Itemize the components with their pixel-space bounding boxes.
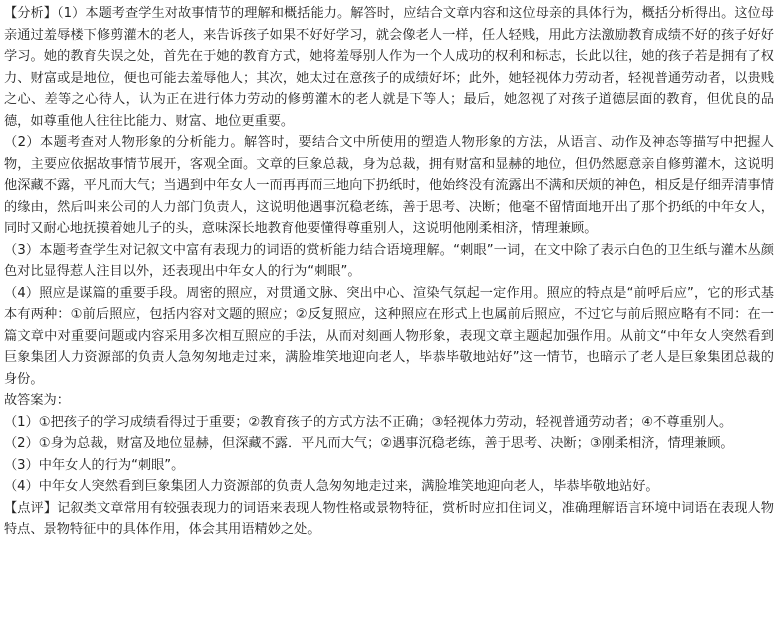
answer-item-1: （1）①把孩子的学习成绩看得过于重要；②教育孩子的方式方法不正确；③轻视体力劳动，轻视普通劳动者；④不尊重别人。 [4, 414, 733, 430]
analysis-paragraph-3: （3）本题考查学生对记叙文中富有表现力的词语的赏析能力结合语境理解。“刺眼”一词，在文中除了表示白色的卫生纸与灌木丛颜色对比显得惹人注目以外，还表现出中年女人的行为“刺眼”。 [4, 242, 774, 279]
analysis-label: 【分析】 [4, 6, 57, 21]
answers-intro: 故答案为： [4, 393, 70, 408]
answer-item-4: （4）中年女人突然看到巨象集团人力资源部的负责人急匆匆地走过来，满脸堆笑地迎向老人，毕恭毕敬地站好。 [4, 479, 659, 494]
answer-item-2: （2）①身为总裁，财富及地位显赫，但深藏不露．平凡而大气；②遇事沉稳老练，善于思考、决断；③刚柔相济，情理兼顾。 [4, 436, 734, 451]
analysis-paragraph-4: （4）照应是谋篇的重要手段。周密的照应，对贯通文脉、突出中心、渲染气氛起一定作用。照应的特点是“前呼后应”，它的形式基本有两种：①前后照应，包括内容对文题的照应；②反复照应，这种照应在形式上也属前后照应，不过它与前后照应略有不同：在一篇文章中对重要问题或内容采用多次相互照应的手法，从而对刻画人物形象，表现文章主题起加强作用。从前文“中年女人突然看到巨象集团人力资源部的负责人急匆匆地走过来，满脸堆笑地迎向老人，毕恭毕敬地站好”这一情节，也暗示了老人是巨象集团总裁的身份。 [4, 285, 774, 387]
comment-text: 记叙类文章常用有较强表现力的词语来表现人物性格或景物特征，赏析时应扣住词义，准确理解语言环境中词语在表现人物特点、景物特征中的具体作用，体会其用语精妙之处。 [4, 500, 774, 537]
analysis-paragraph-2: （2）本题考查对人物形象的分析能力。解答时，要结合文中所使用的塑造人物形象的方法，从语言、动作及神态等描写中把握人物，主要应依据故事情节展开，客观全面。文章的巨象总裁，身为总裁，拥有财富和显赫的地位，但仍然愿意亲自修剪灌木，这说明他深藏不露，平凡而大气；当遇到中年女人一而再再而三地向下扔纸时，他始终没有流露出不满和厌烦的神色，相反是仔细弄清事情的缘由，然后叫来公司的人力部门负责人，这说明他遇事沉稳老练，善于思考、决断；他毫不留情面地开出了那个扔纸的中年女人，同时又耐心地抚摸着她儿子的头，意味深长地教育他要懂得尊重别人，这说明他刚柔相济，情理兼顾。 [4, 135, 774, 236]
comment-label: 【点评】 [4, 500, 58, 516]
answer-item-3: （3）中年女人的行为“刺眼”。 [4, 457, 185, 473]
analysis-item-1: （1）本题考查学生对故事情节的理解和概括能力。解答时，应结合文章内容和这位母亲的具体行为，概括分析得出。这位母亲通过羞辱楼下修剪灌木的老人，来告诉孩子如果不好好学习，就会像老人一样，任人轻贱，用此方法激励教育成绩不好的孩子好好学习。她的教育失误之处，首先在于她的教育方式，她将羞辱别人作为一个人成功的权利和标志，长此以往，她的孩子若是拥有了权力、财富或是地位，便也可能去羞辱他人；其次，她太过在意孩子的成绩好坏；此外，她轻视体力劳动者，轻视普通劳动者，以贵贱之心、差等之心待人，认为正在进行体力劳动的修剪灌木的老人就是下等人；最后，她忽视了对孩子道德层面的教育，但优良的品德，如尊重他人往往比能力、财富、地位更重要。 [4, 6, 774, 129]
analysis-paragraph-1 [4, 3, 774, 132]
comment-paragraph [4, 498, 774, 541]
